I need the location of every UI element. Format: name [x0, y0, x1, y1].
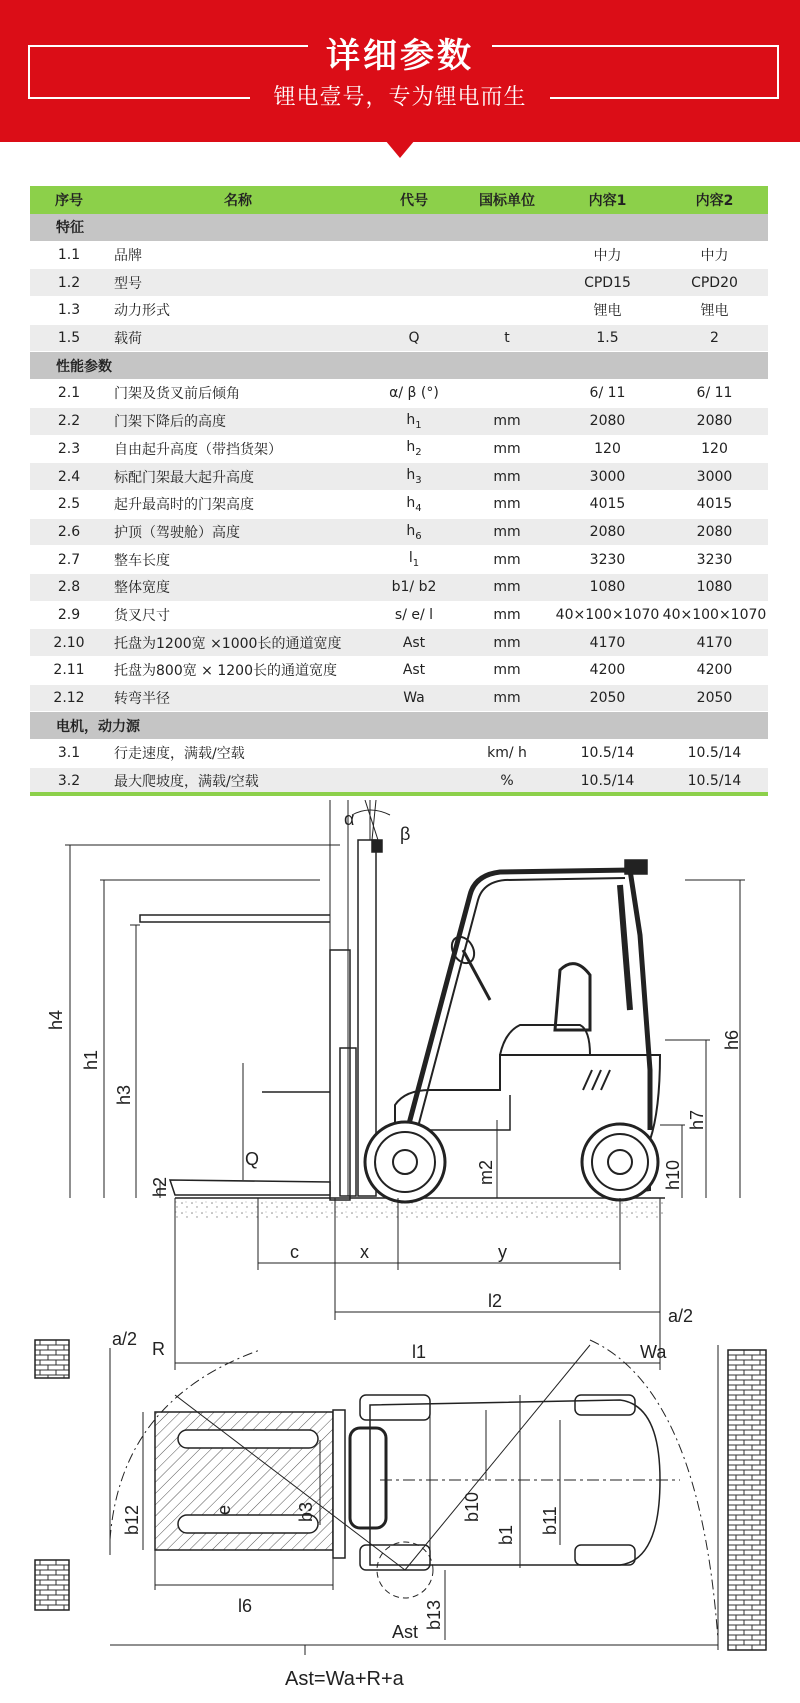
code-base: h — [406, 439, 416, 456]
cell-name: 整车长度 — [108, 546, 368, 574]
cell-name: 载荷 — [108, 324, 368, 352]
cell-name: 动力形式 — [108, 297, 368, 325]
cell-content2: 4170 — [661, 629, 768, 657]
cell-no: 2.5 — [30, 490, 108, 518]
cell-content2: 3000 — [661, 463, 768, 491]
cell-content2: 10.5/14 — [661, 740, 768, 768]
table-row — [30, 657, 768, 685]
cell-unit — [460, 380, 554, 408]
cell-content2: 4200 — [661, 657, 768, 685]
label-R: R — [152, 1339, 165, 1359]
table-row — [30, 490, 768, 518]
cell-content1: 锂电 — [554, 297, 661, 325]
label-a2-left: a/2 — [112, 1329, 138, 1349]
table-body — [30, 214, 768, 795]
cell-name: 最大爬坡度，满载/空载 — [108, 767, 368, 795]
table-row — [30, 601, 768, 629]
cell-content1: 10.5/14 — [554, 767, 661, 795]
cell-content2: 锂电 — [661, 297, 768, 325]
label-b12: b12 — [122, 1504, 142, 1535]
cell-name: 行走速度，满载/空载 — [108, 740, 368, 768]
label-h10: h10 — [663, 1159, 683, 1190]
cell-content2: 3230 — [661, 546, 768, 574]
cell-content1: 1.5 — [554, 324, 661, 352]
cell-name: 标配门架最大起升高度 — [108, 463, 368, 491]
cell-content2: 10.5/14 — [661, 767, 768, 795]
cell-name: 转弯半径 — [108, 684, 368, 712]
cell-name: 托盘为1200宽 ×1000长的通道宽度 — [108, 629, 368, 657]
cell-code — [368, 297, 460, 325]
code-subscript: 1 — [415, 419, 422, 431]
label-h7: h7 — [687, 1109, 707, 1130]
cell-content2: 2 — [661, 324, 768, 352]
cell-no: 2.7 — [30, 546, 108, 574]
cell-content2: CPD20 — [661, 269, 768, 297]
forklift-dimension-diagram — [0, 800, 800, 1703]
page-title: 详细参数 — [326, 36, 474, 76]
cell-unit: mm — [460, 601, 554, 629]
label-alpha: α — [344, 809, 355, 829]
cell-name: 门架及货叉前后倾角 — [108, 380, 368, 408]
cell-code — [368, 546, 460, 574]
cell-unit: % — [460, 767, 554, 795]
cell-name: 整体宽度 — [108, 573, 368, 601]
table-row — [30, 740, 768, 768]
cell-no: 2.3 — [30, 435, 108, 463]
table-row — [30, 629, 768, 657]
section-row — [30, 352, 768, 380]
cell-code — [368, 463, 460, 491]
side-view-labels — [46, 809, 742, 1362]
cell-content1: 2050 — [554, 684, 661, 712]
cell-code — [368, 740, 460, 768]
cell-unit: mm — [460, 435, 554, 463]
cell-code — [368, 518, 460, 546]
cell-code: s/ e/ l — [368, 601, 460, 629]
label-Wa: Wa — [640, 1342, 667, 1362]
cell-content2: 2080 — [661, 407, 768, 435]
cell-content1: 120 — [554, 435, 661, 463]
cell-name: 货叉尺寸 — [108, 601, 368, 629]
code-subscript: 4 — [415, 502, 422, 514]
table-row — [30, 546, 768, 574]
cell-content1: 2080 — [554, 407, 661, 435]
section-label: 电机，动力源 — [30, 712, 768, 740]
cell-code — [368, 241, 460, 269]
cell-content2: 2080 — [661, 518, 768, 546]
cell-no: 2.12 — [30, 684, 108, 712]
cell-content1: 2080 — [554, 518, 661, 546]
cell-name: 自由起升高度（带挡货架） — [108, 435, 368, 463]
table-bottom-rule — [30, 792, 768, 796]
header-content1: 内容1 — [554, 186, 661, 214]
section-label: 性能参数 — [30, 352, 768, 380]
header-code: 代号 — [368, 186, 460, 214]
code-subscript: 2 — [415, 447, 422, 459]
label-l6: l6 — [238, 1596, 253, 1616]
cell-no: 2.2 — [30, 407, 108, 435]
code-base: l — [408, 550, 413, 567]
cell-unit: mm — [460, 407, 554, 435]
cell-name: 起升最高时的门架高度 — [108, 490, 368, 518]
cell-content1: 3000 — [554, 463, 661, 491]
table-row — [30, 269, 768, 297]
cell-code: b1/ b2 — [368, 573, 460, 601]
side-view — [65, 800, 745, 1370]
cell-unit: mm — [460, 463, 554, 491]
table-row — [30, 518, 768, 546]
cell-name: 护顶（驾驶舱）高度 — [108, 518, 368, 546]
header-no: 序号 — [30, 186, 108, 214]
cell-unit: mm — [460, 684, 554, 712]
cell-unit — [460, 241, 554, 269]
cell-no: 1.2 — [30, 269, 108, 297]
code-subscript: 6 — [415, 530, 422, 542]
code-base: h — [406, 411, 416, 428]
label-c: c — [290, 1242, 299, 1262]
code-subscript: 3 — [415, 474, 422, 486]
spec-table — [30, 186, 768, 795]
cell-name: 品牌 — [108, 241, 368, 269]
cell-unit: mm — [460, 518, 554, 546]
label-h1: h1 — [81, 1049, 101, 1070]
header-unit: 国标单位 — [460, 186, 554, 214]
cell-no: 1.1 — [30, 241, 108, 269]
table-row — [30, 407, 768, 435]
cell-content2: 120 — [661, 435, 768, 463]
cell-name: 门架下降后的高度 — [108, 407, 368, 435]
label-b13: b13 — [424, 1599, 444, 1630]
cell-code — [368, 407, 460, 435]
code-base: h — [406, 494, 416, 511]
cell-content2: 4015 — [661, 490, 768, 518]
banner-notch — [385, 140, 415, 158]
cell-no: 3.1 — [30, 740, 108, 768]
cell-unit: mm — [460, 490, 554, 518]
header-name: 名称 — [108, 186, 368, 214]
cell-content1: 4170 — [554, 629, 661, 657]
cell-no: 2.8 — [30, 573, 108, 601]
cell-code: α/ β (°) — [368, 380, 460, 408]
label-b10: b10 — [462, 1491, 482, 1522]
label-e: e — [214, 1504, 234, 1515]
cell-unit — [460, 297, 554, 325]
cell-no: 1.5 — [30, 324, 108, 352]
table-row — [30, 380, 768, 408]
label-beta: β — [400, 824, 411, 844]
cell-unit: t — [460, 324, 554, 352]
label-x: x — [360, 1242, 369, 1262]
label-l1: l1 — [412, 1342, 427, 1362]
page-subtitle: 锂电壹号，专为锂电而生 — [273, 85, 527, 110]
cell-code — [368, 767, 460, 795]
cell-unit: mm — [460, 629, 554, 657]
cell-content1: CPD15 — [554, 269, 661, 297]
cell-content2: 1080 — [661, 573, 768, 601]
cell-content1: 3230 — [554, 546, 661, 574]
label-h6: h6 — [722, 1029, 742, 1050]
cell-code — [368, 435, 460, 463]
label-b3: b3 — [296, 1501, 316, 1522]
label-h4: h4 — [46, 1009, 66, 1030]
code-base: h — [406, 467, 416, 484]
table-row — [30, 241, 768, 269]
cell-content2: 6/ 11 — [661, 380, 768, 408]
label-h3: h3 — [114, 1084, 134, 1105]
cell-no: 2.1 — [30, 380, 108, 408]
cell-content1: 中力 — [554, 241, 661, 269]
top-view — [35, 1340, 766, 1655]
label-b11: b11 — [540, 1506, 560, 1535]
label-Ast: Ast — [392, 1622, 419, 1642]
cell-code — [368, 490, 460, 518]
cell-content1: 6/ 11 — [554, 380, 661, 408]
cell-no: 2.10 — [30, 629, 108, 657]
code-base: h — [406, 522, 416, 539]
table-row — [30, 324, 768, 352]
cell-no: 2.9 — [30, 601, 108, 629]
label-a2-right: a/2 — [668, 1306, 694, 1326]
cell-content2: 40×100×1070 — [661, 601, 768, 629]
cell-unit — [460, 269, 554, 297]
cell-unit: km/ h — [460, 740, 554, 768]
cell-content2: 2050 — [661, 684, 768, 712]
label-b1: b1 — [496, 1524, 516, 1545]
cell-code: Wa — [368, 684, 460, 712]
cell-code: Ast — [368, 657, 460, 685]
cell-content1: 1080 — [554, 573, 661, 601]
label-y: y — [498, 1242, 507, 1262]
header-content2: 内容2 — [661, 186, 768, 214]
cell-name: 型号 — [108, 269, 368, 297]
header-banner — [0, 0, 800, 142]
cell-content1: 4200 — [554, 657, 661, 685]
section-row — [30, 214, 768, 241]
cell-no: 2.4 — [30, 463, 108, 491]
label-Q: Q — [245, 1149, 260, 1169]
table-header-row — [30, 186, 768, 214]
code-subscript: 1 — [412, 557, 420, 569]
formula-ast: Ast=Wa+R+a — [285, 1668, 404, 1690]
cell-unit: mm — [460, 546, 554, 574]
cell-code — [368, 269, 460, 297]
table-row — [30, 767, 768, 795]
label-l2: l2 — [488, 1291, 503, 1311]
cell-content1: 10.5/14 — [554, 740, 661, 768]
cell-name: 托盘为800宽 × 1200长的通道宽度 — [108, 657, 368, 685]
table-row — [30, 573, 768, 601]
table-row — [30, 297, 768, 325]
cell-unit: mm — [460, 657, 554, 685]
cell-code: Ast — [368, 629, 460, 657]
cell-no: 2.6 — [30, 518, 108, 546]
cell-no: 2.11 — [30, 657, 108, 685]
cell-no: 3.2 — [30, 767, 108, 795]
cell-code: Q — [368, 324, 460, 352]
cell-no: 1.3 — [30, 297, 108, 325]
cell-unit: mm — [460, 573, 554, 601]
label-h2: h2 — [150, 1176, 170, 1197]
section-row — [30, 712, 768, 740]
section-label: 特征 — [30, 214, 768, 241]
table-row — [30, 435, 768, 463]
table-row — [30, 463, 768, 491]
table-row — [30, 684, 768, 712]
cell-content2: 中力 — [661, 241, 768, 269]
cell-content1: 40×100×1070 — [554, 601, 661, 629]
cell-content1: 4015 — [554, 490, 661, 518]
label-m2: m2 — [476, 1159, 496, 1185]
